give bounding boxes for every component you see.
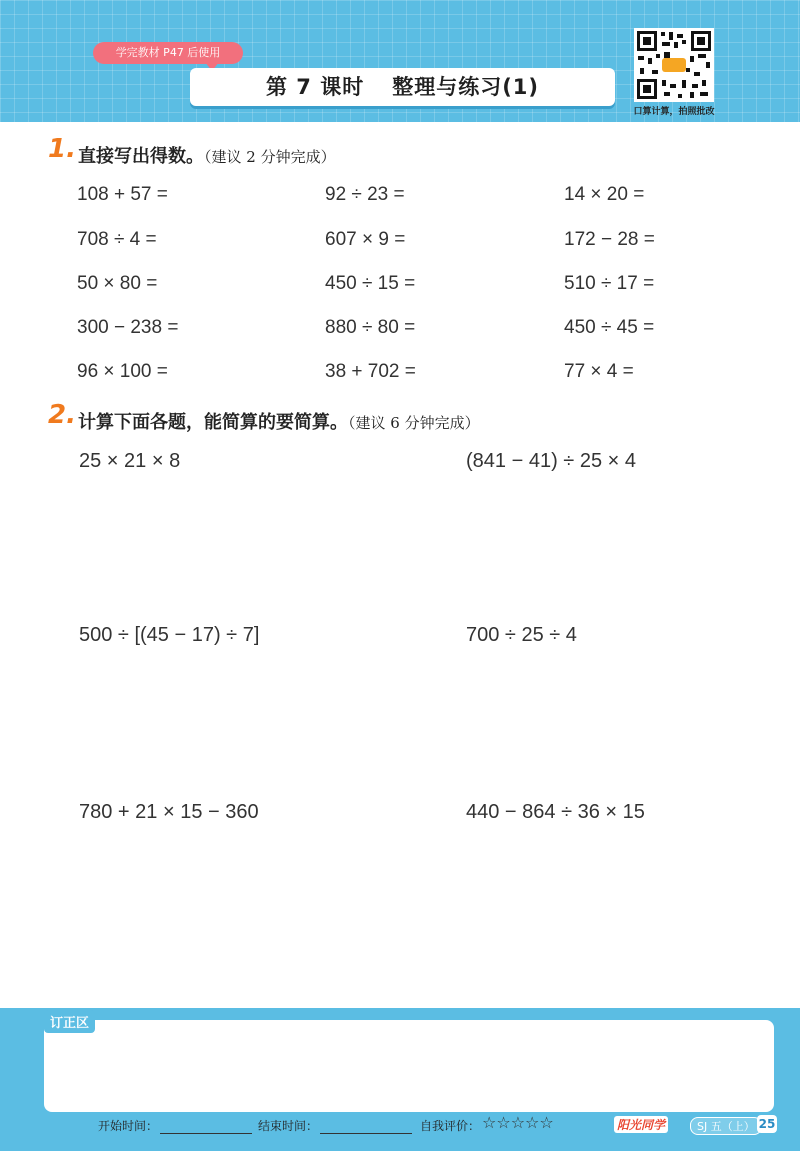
section-2-title xyxy=(78,408,480,434)
section-2-title-text: 计算下面各题，能简算的要简算。 xyxy=(78,412,348,433)
page-number: 25 xyxy=(758,1117,776,1131)
page-title xyxy=(190,68,615,106)
usage-tag: 学完教材 P47 后使用 xyxy=(93,42,243,64)
brand-logo: 阳光同学 xyxy=(614,1116,668,1133)
self-eval-label: 自我评价： xyxy=(420,1119,481,1133)
oral-item: 450 ÷ 45 = xyxy=(564,317,655,338)
section-2-number: 2. xyxy=(48,400,76,430)
calc-item: 500 ÷ [(45 − 17) ÷ 7] xyxy=(79,624,260,646)
self-eval xyxy=(420,1117,480,1134)
end-time xyxy=(258,1117,412,1134)
start-time-label: 开始时间： xyxy=(98,1119,159,1133)
oral-item: 510 ÷ 17 = xyxy=(564,273,655,294)
grade-badge: SJ 五（上） xyxy=(690,1117,762,1135)
oral-item: 108 + 57 = xyxy=(77,184,168,205)
oral-item: 77 × 4 = xyxy=(564,361,634,382)
oral-item: 96 × 100 = xyxy=(77,361,168,382)
calc-item: (841 − 41) ÷ 25 × 4 xyxy=(466,450,636,472)
section-2-hint: （建议 6 分钟完成） xyxy=(348,414,480,432)
oral-item: 92 ÷ 23 = xyxy=(325,184,405,205)
section-1-title-text: 直接写出得数。 xyxy=(78,146,204,167)
calc-item: 25 × 21 × 8 xyxy=(79,450,181,472)
calc-item: 700 ÷ 25 ÷ 4 xyxy=(466,624,577,646)
qr-caption: 口算计算，拍照批改 xyxy=(633,107,715,117)
qr-code-icon[interactable] xyxy=(634,28,714,102)
oral-item: 172 − 28 = xyxy=(564,229,655,250)
oral-item: 300 − 238 = xyxy=(77,317,179,338)
start-time-field[interactable] xyxy=(160,1121,252,1134)
lesson-number: 第 7 课时 xyxy=(265,75,365,99)
oral-item: 607 × 9 = xyxy=(325,229,406,250)
section-1-number: 1. xyxy=(48,134,76,164)
oral-item: 450 ÷ 15 = xyxy=(325,273,416,294)
calc-item: 780 + 21 × 15 − 360 xyxy=(79,801,259,823)
section-1-title xyxy=(78,142,336,168)
calc-item: 440 − 864 ÷ 36 × 15 xyxy=(466,801,645,823)
section-1-hint: （建议 2 分钟完成） xyxy=(204,148,336,166)
oral-item: 38 + 702 = xyxy=(325,361,416,382)
lesson-topic: 整理与练习(1) xyxy=(392,75,540,99)
oral-item: 880 ÷ 80 = xyxy=(325,317,416,338)
end-time-field[interactable] xyxy=(320,1121,412,1134)
start-time xyxy=(98,1117,252,1134)
end-time-label: 结束时间： xyxy=(258,1119,319,1133)
rating-stars-icon[interactable]: ☆☆☆☆☆ xyxy=(482,1113,554,1132)
oral-item: 708 ÷ 4 = xyxy=(77,229,157,250)
correction-label: 订正区 xyxy=(44,1010,95,1033)
oral-item: 14 × 20 = xyxy=(564,184,645,205)
correction-area[interactable] xyxy=(44,1020,774,1112)
oral-item: 50 × 80 = xyxy=(77,273,158,294)
